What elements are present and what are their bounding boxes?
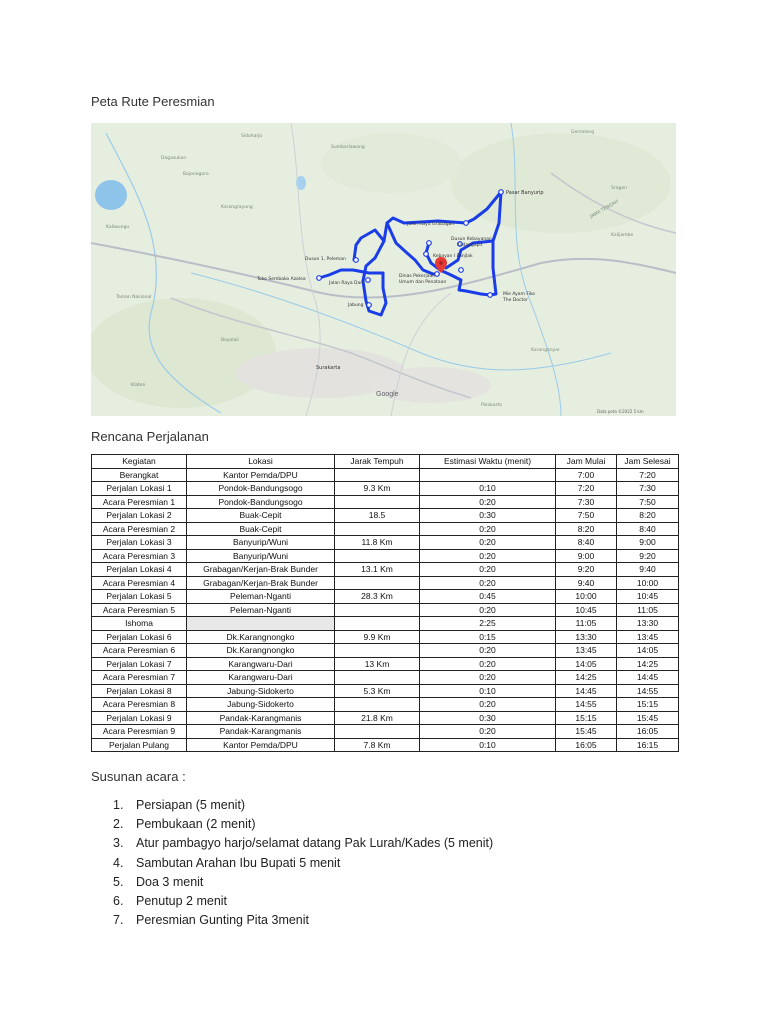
- column-header: Jam Selesai: [617, 455, 679, 469]
- table-cell: 15:15: [617, 698, 679, 712]
- table-cell: 0:20: [420, 563, 556, 577]
- table-cell: 5.3 Km: [335, 684, 420, 698]
- label-dusun-peleman: Dusun 1, Peleman: [305, 257, 346, 262]
- label-kedangapit: Kedangapit: [457, 243, 483, 248]
- table-cell: 15:45: [617, 711, 679, 725]
- table-cell: Acara Peresmian 8: [92, 698, 187, 712]
- table-cell: Kantor Pemda/DPU: [187, 738, 335, 752]
- column-header: Jarak Tempuh: [335, 455, 420, 469]
- table-cell: 0:20: [420, 698, 556, 712]
- table-cell: 9:00: [617, 536, 679, 550]
- table-cell: 13 Km: [335, 657, 420, 671]
- table-cell: 7:20: [617, 468, 679, 482]
- table-cell: [335, 576, 420, 590]
- table-cell: 0:20: [420, 671, 556, 685]
- table-cell: Dk.Karangnongko: [187, 630, 335, 644]
- table-cell: [335, 603, 420, 617]
- table-cell: Acara Peresmian 1: [92, 495, 187, 509]
- table-cell: 0:20: [420, 549, 556, 563]
- agenda-item-text: Doa 3 menit: [136, 874, 204, 889]
- table-cell: Acara Peresmian 5: [92, 603, 187, 617]
- svg-text:Sidoharjo: Sidoharjo: [241, 134, 263, 139]
- table-cell: Acara Peresmian 6: [92, 644, 187, 658]
- table-cell: Pondok-Bandungsogo: [187, 482, 335, 496]
- table-cell: 13.1 Km: [335, 563, 420, 577]
- agenda-item-text: Sambutan Arahan Ibu Bupati 5 menit: [136, 855, 341, 870]
- table-cell: 9:40: [617, 563, 679, 577]
- table-row: [92, 630, 679, 644]
- table-cell: 9:00: [556, 549, 617, 563]
- table-row: [92, 468, 679, 482]
- column-header: Jam Mulai: [556, 455, 617, 469]
- table-cell: Buak-Cepit: [187, 509, 335, 523]
- table-cell: 8:20: [617, 509, 679, 523]
- table-cell: [335, 495, 420, 509]
- table-cell: 28.3 Km: [335, 590, 420, 604]
- svg-text:Karanganyar: Karanganyar: [531, 348, 560, 353]
- table-cell: [420, 468, 556, 482]
- agenda-item-text: Atur pambagyo harjo/selamat datang Pak Lurah/Kades (5 menit): [136, 836, 494, 851]
- svg-text:Boyolali: Boyolali: [221, 338, 239, 343]
- table-cell: Acara Peresmian 2: [92, 522, 187, 536]
- table-row: [92, 711, 679, 725]
- table-cell: 10:45: [556, 603, 617, 617]
- map-attribution: Data peta ©2022 5 km: [597, 409, 644, 414]
- table-row: [92, 738, 679, 752]
- table-row: [92, 657, 679, 671]
- table-row: [92, 522, 679, 536]
- agenda-item-number: 2.: [113, 817, 124, 832]
- table-cell: [335, 468, 420, 482]
- label-kebayan-panjlak: Kebayan I Panjlak: [433, 254, 473, 259]
- table-cell: 14:45: [617, 671, 679, 685]
- label-jalan-raya-grabagan: Jalan Raya Grabagan: [407, 222, 455, 227]
- table-cell: 10:00: [617, 576, 679, 590]
- table-cell: 14:25: [556, 671, 617, 685]
- table-cell: 0:20: [420, 576, 556, 590]
- table-cell: 0:10: [420, 684, 556, 698]
- agenda-item-number: 6.: [113, 893, 124, 908]
- itinerary-table: [91, 454, 679, 752]
- table-row: [92, 563, 679, 577]
- agenda-item-number: 3.: [113, 836, 124, 851]
- table-cell: [335, 671, 420, 685]
- svg-text:JAWA TENGAH: JAWA TENGAH: [589, 199, 620, 220]
- route-map-canvas: [91, 123, 676, 416]
- column-header: Lokasi: [187, 455, 335, 469]
- table-cell: Acara Peresmian 7: [92, 671, 187, 685]
- table-cell: 0:10: [420, 482, 556, 496]
- table-cell: 16:05: [556, 738, 617, 752]
- agenda-item-text: Penutup 2 menit: [136, 893, 228, 908]
- table-cell: 8:40: [617, 522, 679, 536]
- table-cell: Buak-Cepit: [187, 522, 335, 536]
- table-cell: Karangwaru-Dari: [187, 657, 335, 671]
- agenda-item-text: Persiapan (5 menit): [136, 798, 246, 812]
- google-logo: Google: [376, 391, 399, 398]
- label-pasar-banyurip: Pasar Banyurip: [506, 190, 544, 196]
- table-cell: 7:20: [556, 482, 617, 496]
- table-cell: Perjalan Lokasi 7: [92, 657, 187, 671]
- table-cell: Jabung-Sidokerto: [187, 684, 335, 698]
- table-cell: Perjalan Lokasi 2: [92, 509, 187, 523]
- agenda-list: [91, 796, 493, 930]
- table-cell: [335, 549, 420, 563]
- agenda-item: [91, 815, 493, 834]
- table-cell: 8:40: [556, 536, 617, 550]
- table-row: [92, 603, 679, 617]
- table-cell: 0:20: [420, 644, 556, 658]
- column-header: Kegiatan: [92, 455, 187, 469]
- table-cell: Pondok-Bandungsogo: [187, 495, 335, 509]
- agenda-item: [91, 834, 493, 853]
- table-cell: 11:05: [556, 617, 617, 631]
- svg-text:Kaliwungu: Kaliwungu: [106, 225, 130, 230]
- table-cell: Banyurip/Wuni: [187, 536, 335, 550]
- table-row: [92, 495, 679, 509]
- svg-text:Klaten: Klaten: [131, 383, 146, 388]
- svg-text:Gemolong: Gemolong: [571, 130, 595, 135]
- label-jalan-raya-dari: Jalan Raya Dari: [329, 281, 364, 286]
- svg-text:Dagasukan: Dagasukan: [161, 156, 187, 161]
- table-cell: 13:45: [617, 630, 679, 644]
- table-cell: 0:30: [420, 509, 556, 523]
- table-row: [92, 549, 679, 563]
- table-cell: 14:45: [556, 684, 617, 698]
- table-cell: 0:20: [420, 603, 556, 617]
- agenda-item-number: 1.: [113, 798, 124, 812]
- column-header: Estimasi Waktu (menit): [420, 455, 556, 469]
- table-cell: Peleman-Nganti: [187, 603, 335, 617]
- table-cell: Pandak-Karangmanis: [187, 711, 335, 725]
- table-cell: 10:00: [556, 590, 617, 604]
- svg-text:Sragen: Sragen: [611, 186, 627, 191]
- table-cell: [335, 644, 420, 658]
- table-cell: Ishoma: [92, 617, 187, 631]
- table-cell: 16:15: [617, 738, 679, 752]
- table-cell: Dk.Karangnongko: [187, 644, 335, 658]
- agenda-item: [91, 873, 493, 892]
- table-cell: Grabagan/Kerjan-Brak Bunder: [187, 576, 335, 590]
- label-mie-ayam-1: Mie Ayam Fiko: [503, 292, 536, 297]
- svg-text:Polokarto: Polokarto: [481, 403, 502, 408]
- table-header-row: [92, 455, 679, 469]
- lake: [95, 180, 127, 210]
- label-mie-ayam-2: The Doctor: [503, 298, 528, 303]
- table-cell: 10:45: [617, 590, 679, 604]
- table-cell: 21.8 Km: [335, 711, 420, 725]
- table-cell: Peleman-Nganti: [187, 590, 335, 604]
- table-cell: [335, 522, 420, 536]
- table-cell: Acara Peresmian 4: [92, 576, 187, 590]
- table-row: [92, 698, 679, 712]
- table-cell: Kantor Pemda/DPU: [187, 468, 335, 482]
- table-cell: 14:05: [617, 644, 679, 658]
- table-cell: 13:30: [617, 617, 679, 631]
- label-dinas-pekerjaan-1: Dinas Pekerjaan: [399, 274, 436, 279]
- table-cell: 0:45: [420, 590, 556, 604]
- table-cell: 15:45: [556, 725, 617, 739]
- agenda-item: [91, 796, 493, 815]
- map-title: Peta Rute Peresmian: [91, 94, 215, 109]
- table-cell: 14:55: [556, 698, 617, 712]
- route-map[interactable]: [91, 123, 676, 416]
- table-cell: 11:05: [617, 603, 679, 617]
- table-row: [92, 482, 679, 496]
- table-cell: 0:30: [420, 711, 556, 725]
- table-cell: Grabagan/Kerjan-Brak Bunder: [187, 563, 335, 577]
- table-cell: 7:30: [556, 495, 617, 509]
- table-cell: 7:00: [556, 468, 617, 482]
- table-cell: Acara Peresmian 9: [92, 725, 187, 739]
- table-cell: [335, 698, 420, 712]
- svg-text:Sumberlawang: Sumberlawang: [331, 145, 365, 150]
- table-cell: 13:30: [556, 630, 617, 644]
- table-cell: 0:10: [420, 738, 556, 752]
- table-row: [92, 671, 679, 685]
- table-cell: 9:20: [617, 549, 679, 563]
- table-cell: 14:25: [617, 657, 679, 671]
- table-cell: 18.5: [335, 509, 420, 523]
- table-title: Rencana Perjalanan: [91, 429, 209, 444]
- table-cell: Perjalan Lokasi 4: [92, 563, 187, 577]
- table-cell: 0:20: [420, 536, 556, 550]
- table-cell: Pandak-Karangmanis: [187, 725, 335, 739]
- table-cell: 15:15: [556, 711, 617, 725]
- table-cell: 9.3 Km: [335, 482, 420, 496]
- table-cell: Perjalan Lokasi 6: [92, 630, 187, 644]
- agenda-item: [91, 892, 493, 911]
- table-row: [92, 644, 679, 658]
- table-cell: Acara Peresmian 3: [92, 549, 187, 563]
- table-cell: 9.9 Km: [335, 630, 420, 644]
- table-cell: 16:05: [617, 725, 679, 739]
- table-cell: 7:30: [617, 482, 679, 496]
- table-row: [92, 684, 679, 698]
- table-cell: 9:40: [556, 576, 617, 590]
- table-cell: [335, 725, 420, 739]
- label-dinas-pekerjaan-2: Umum dan Penataan: [399, 280, 447, 285]
- table-cell: 0:20: [420, 495, 556, 509]
- svg-text:Taman Nasional: Taman Nasional: [116, 295, 152, 300]
- agenda-item-number: 5.: [113, 874, 124, 889]
- table-cell: [335, 617, 420, 631]
- table-cell: 7:50: [556, 509, 617, 523]
- agenda-item-number: 4.: [113, 855, 124, 870]
- agenda-item-text: Pembukaan (2 menit): [136, 817, 256, 832]
- table-cell: 0:20: [420, 725, 556, 739]
- table-cell: Jabung-Sidokerto: [187, 698, 335, 712]
- label-jabung: Jabung: [348, 303, 364, 308]
- table-cell: Perjalan Lokasi 8: [92, 684, 187, 698]
- label-dusun-kebayanan: Dusun Kebayanan: [451, 237, 492, 242]
- table-row: [92, 725, 679, 739]
- svg-text:Bojonegoro: Bojonegoro: [183, 172, 209, 177]
- table-row: [92, 509, 679, 523]
- table-cell: Perjalan Lokasi 5: [92, 590, 187, 604]
- svg-text:Kalijambe: Kalijambe: [611, 233, 634, 238]
- table-row: [92, 590, 679, 604]
- table-row: [92, 536, 679, 550]
- table-cell: 9:20: [556, 563, 617, 577]
- table-cell: [187, 617, 335, 631]
- table-cell: Berangkat: [92, 468, 187, 482]
- table-cell: 0:15: [420, 630, 556, 644]
- table-cell: 11.8 Km: [335, 536, 420, 550]
- table-cell: Perjalan Pulang: [92, 738, 187, 752]
- label-surakarta: Surakarta: [316, 365, 341, 371]
- table-cell: 14:55: [617, 684, 679, 698]
- agenda-item: [91, 911, 493, 930]
- agenda-item-text: Peresmian Gunting Pita 3menit: [136, 913, 310, 928]
- table-cell: Karangwaru-Dari: [187, 671, 335, 685]
- table-cell: Banyurip/Wuni: [187, 549, 335, 563]
- table-cell: 7:50: [617, 495, 679, 509]
- agenda-item: [91, 854, 493, 873]
- table-cell: 0:20: [420, 657, 556, 671]
- svg-text:Karangrayung: Karangrayung: [221, 205, 253, 210]
- table-cell: Perjalan Lokasi 3: [92, 536, 187, 550]
- table-cell: Perjalan Lokasi 1: [92, 482, 187, 496]
- table-cell: 7.8 Km: [335, 738, 420, 752]
- table-cell: 13:45: [556, 644, 617, 658]
- table-cell: 0:20: [420, 522, 556, 536]
- table-cell: Perjalan Lokasi 9: [92, 711, 187, 725]
- agenda-item-number: 7.: [113, 913, 124, 928]
- table-cell: 2:25: [420, 617, 556, 631]
- agenda-title: Susunan acara :: [91, 769, 186, 784]
- table-row: [92, 576, 679, 590]
- table-cell: 14:05: [556, 657, 617, 671]
- table-cell: 8:20: [556, 522, 617, 536]
- table-row: [92, 617, 679, 631]
- label-toko-sembako: Toko Sembako Azalea: [257, 277, 306, 282]
